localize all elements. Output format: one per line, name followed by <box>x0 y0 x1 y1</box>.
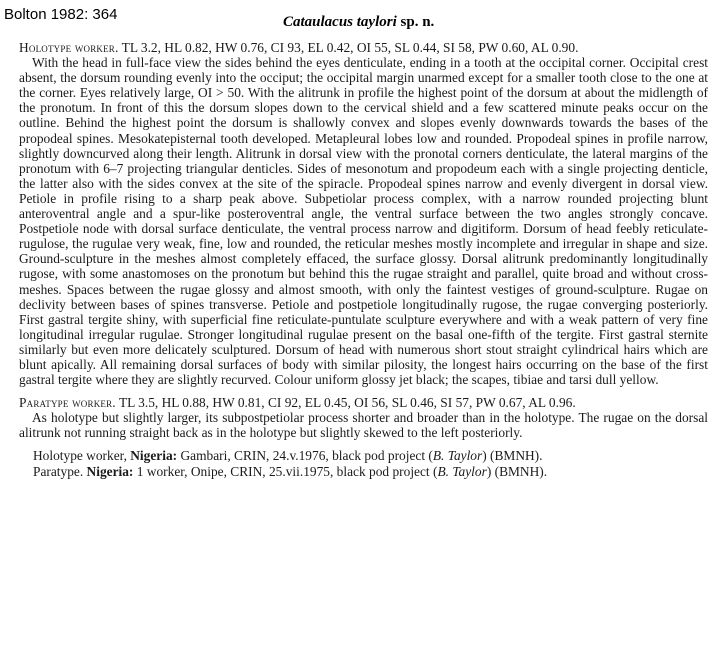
holotype-measurement-values: TL 3.2, HL 0.82, HW 0.76, CI 93, EL 0.42, OI 55, SL 0.44, SI 58, PW 0.60, AL 0.90. <box>118 40 579 55</box>
paratype-material-details: 1 worker, Onipe, CRIN, 25.vii.1975, black pod project ( <box>133 463 438 479</box>
holotype-material-details: Gambari, CRIN, 24.v.1976, black pod project ( <box>177 448 433 464</box>
species-status: sp. n. <box>396 14 435 30</box>
holotype-collector: B. Taylor <box>432 448 483 464</box>
species-heading <box>283 14 434 31</box>
reference-citation: Bolton 1982: 364 <box>4 6 118 23</box>
paratype-measurement-values: TL 3.5, HL 0.88, HW 0.81, CI 92, EL 0.45, OI 56, SL 0.46, SI 57, PW 0.67, AL 0.96. <box>115 395 576 411</box>
paratype-label: Paratype worker. <box>19 395 116 411</box>
holotype-description: With the head in full-face view the sides behind the eyes denticulate, ending in a tooth at the occipital corner. Occipital crest absent, the dorsum rounding evenly into the occiput; the occipital margin unarmed except for a smaller tooth close to the one at the corner. Eyes relatively large, OI > 50. With the alitrunk in profile the highest point of the dorsum at about the midlength of the pronotum. In front of this the dorsum slopes down to the cervical shield and a few scattered minute peaks occur on the outline. Behind the highest point the dorsum is shallowly convex and slopes evenly downwards towards the bases of the propodeal spines. Mesokatepisternal tooth developed. Metapleural lobes low and rounded. Propodeal spines in profile narrow, slightly downcurved along their length. Alitrunk in dorsal view with the pronotal corners denticulate, the lateral margins of the pronotum with 6–7 projecting triangular denticles. Sides of mesonotum and propodeum each with a single projecting denticle, the latter also with the sides convex at the site of the spiracle. Propodeal spines narrow and evenly divergent in dorsal view. Petiole in profile rising to a sharp peak above. Subpetiolar process complex, with a narrow rounded projecting blunt anteroventral angle and a spur-like posteroventral angle, the ventral surface between the two angles strongly concave. Postpetiole node with dorsal surface denticulate, the ventral process narrow and digitiform. Dorsum of head feebly reticulate-rugulose, the rugulae very weak, fine, low and rounded, the reticular meshes mostly incomplete and irregular in shape and size. Ground-sculpture in the meshes almost completely effaced, the surface glossy. Dorsal alitrunk predominantly longitudinally rugose, with some anastomoses on the pronotum but behind this the rugae straight and parallel, quite broad and without cross-meshes. Spaces between the rugae glossy and almost smooth, with only the faintest vestiges of ground-sculpture. Rugae on declivity between bases of spines transverse. Petiole and postpetiole longitudinally rugose, the rugae converging posteriorly. First gastral tergite shiny, with superficial fine reticulate-puntulate sculpture everywhere and with a weak pattern of very fine longitudinal irregular rugulae. Stronger longitudinal rugulae present on the basal one-fifth of the tergite. First gastral sternite similarly but even more delicately sculptured. Dorsum of head with numerous short stout straight cylindrical hairs which are blunt apically. All remaining dorsal surfaces of body with similar pilosity, the longest hairs occurring on the base of the first gastral tergite where they are slightly recurved. Colour uniform glossy jet black; the scapes, tibiae and tarsi dull yellow. <box>19 55 708 388</box>
holotype-material-suffix: ) (BMNH). <box>482 448 543 464</box>
species-name: Cataulacus taylori <box>283 14 397 30</box>
holotype-label: Holotype worker. <box>19 40 119 55</box>
paratype-description: As holotype but slightly larger, its subpostpetiolar process shorter and broader than in the holotype. The rugae on the dorsal alitrunk not running straight back as in the holotype but slightly skewed to the left posteriorly. <box>19 410 708 441</box>
paratype-country: Nigeria: <box>86 463 134 479</box>
paratype-material <box>19 464 708 479</box>
paratype-material-prefix: Paratype. <box>33 463 87 479</box>
paratype-measurements <box>19 395 708 410</box>
section-gap <box>19 440 708 448</box>
paratype-collector: B. Taylor <box>437 463 487 479</box>
holotype-country: Nigeria: <box>130 448 178 464</box>
description-body <box>19 40 708 479</box>
holotype-material <box>19 448 708 463</box>
holotype-material-prefix: Holotype worker, <box>33 448 131 464</box>
section-gap <box>19 387 708 395</box>
paratype-material-suffix: ) (BMNH). <box>486 463 548 479</box>
holotype-measurements <box>19 40 708 55</box>
